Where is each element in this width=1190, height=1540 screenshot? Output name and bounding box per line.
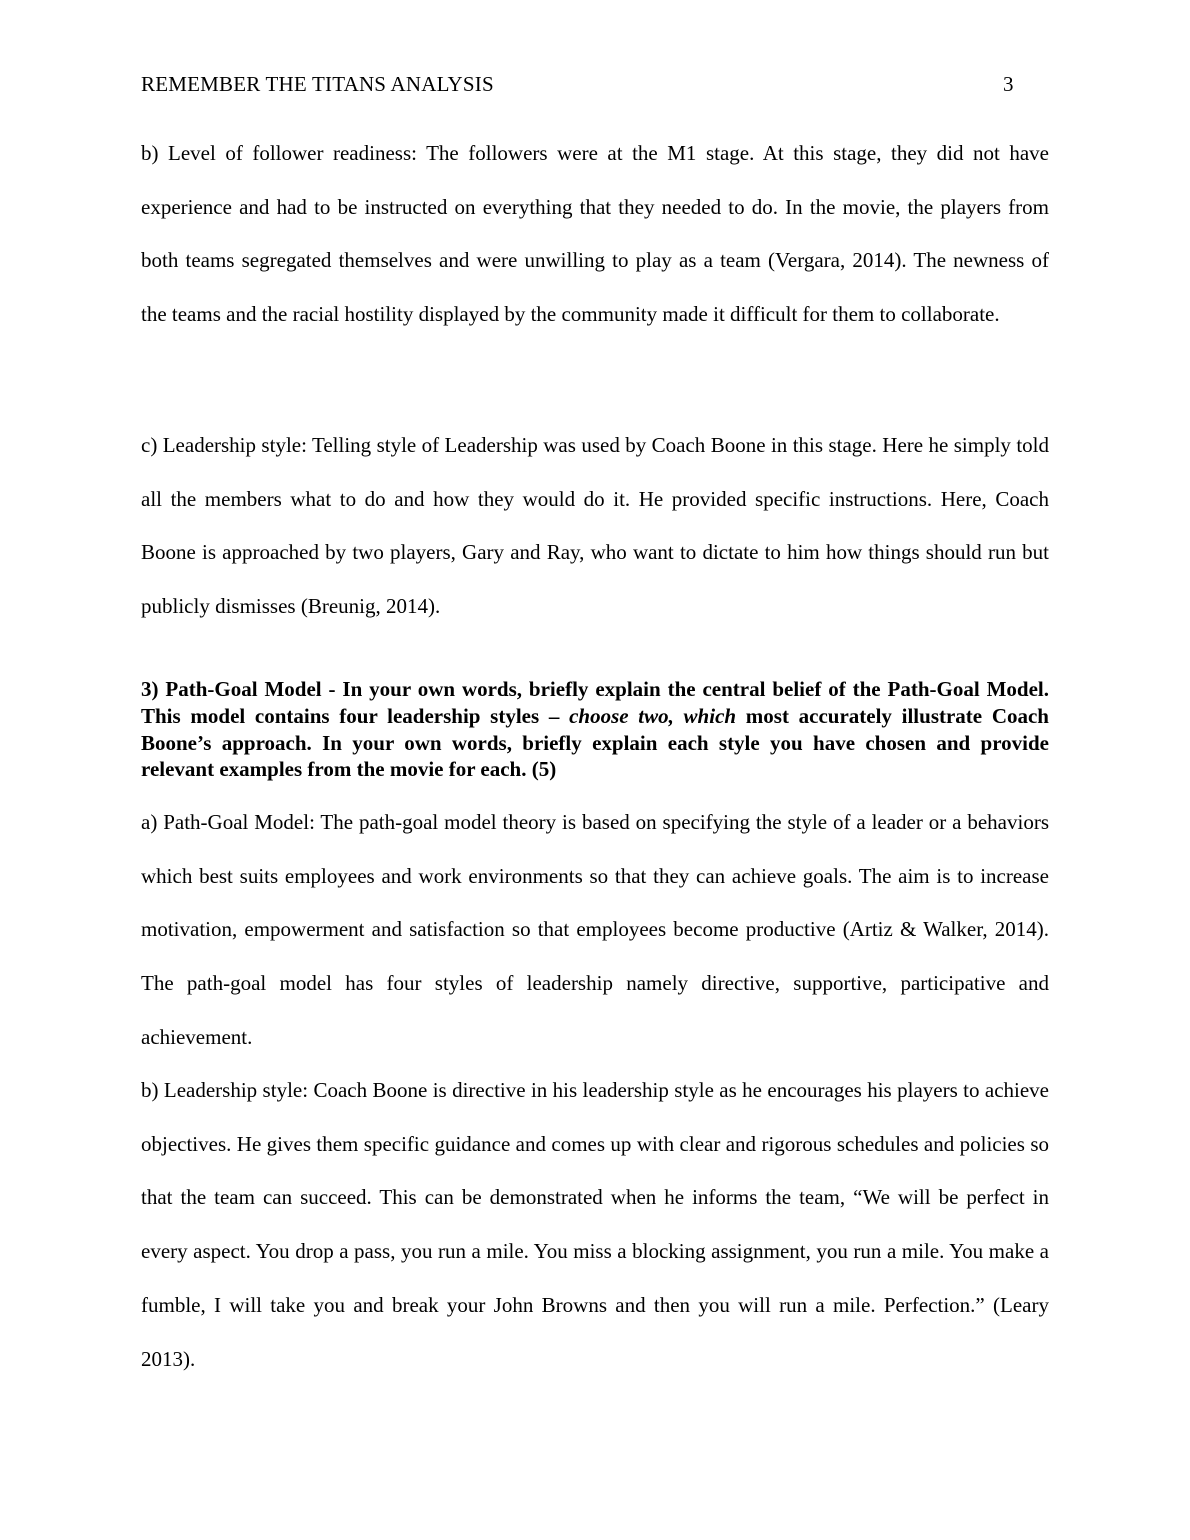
- question-text-italic: choose two, which: [569, 703, 737, 728]
- running-head: REMEMBER THE TITANS ANALYSIS: [141, 72, 494, 96]
- paragraph-path-goal-model: a) Path-Goal Model: The path-goal model theory is based on specifying the style of a leader or a behaviors which best suits employees and work environments so that they can achieve goals. The aim is to increase motivation, empowerment and satisfaction so that employees become productive (Artiz & Walker, 2014). The path-goal model has four styles of leadership namely directive, supportive, participative and achievement.: [141, 810, 1049, 1049]
- question-text-part-2: most accurately illustrate Coach Boone’s approach. In your own words, briefly explain each style you have chosen and provide relevant examples from the movie for each. (5): [141, 703, 1049, 782]
- paragraph-follower-readiness: b) Level of follower readiness: The followers were at the M1 stage. At this stage, they did not have experience and had to be instructed on everything that they needed to do. In the movie, the players from both teams segregated themselves and were unwilling to play as a team (Vergara, 2014). The newness of the teams and the racial hostility displayed by the community made it difficult for them to collaborate.: [141, 141, 1049, 327]
- question-text-part-1: 3) Path-Goal Model - In your own words, briefly explain the central belief of the Path-Goal Model. This model contains four leadership styles –: [141, 677, 1049, 728]
- question-heading-path-goal: [141, 676, 1049, 783]
- page-number: 3: [1003, 72, 1014, 96]
- paragraph-leadership-style-directive: b) Leadership style: Coach Boone is directive in his leadership style as he encourages his players to achieve objectives. He gives them specific guidance and comes up with clear and rigorous schedules and policies so that the team can succeed. This can be demonstrated when he informs the team, “We will be perfect in every aspect. You drop a pass, you run a mile. You miss a blocking assignment, you run a mile. You make a fumble, I will take you and break your John Browns and then you will run a mile. Perfection.” (Leary 2013).: [141, 1078, 1049, 1371]
- paragraph-leadership-style-telling: c) Leadership style: Telling style of Leadership was used by Coach Boone in this stage. Here he simply told all the members what to do and how they would do it. He provided specific instructions. Here, Coach Boone is approached by two players, Gary and Ray, who want to dictate to him how things should run but publicly dismisses (Breunig, 2014).: [141, 433, 1049, 619]
